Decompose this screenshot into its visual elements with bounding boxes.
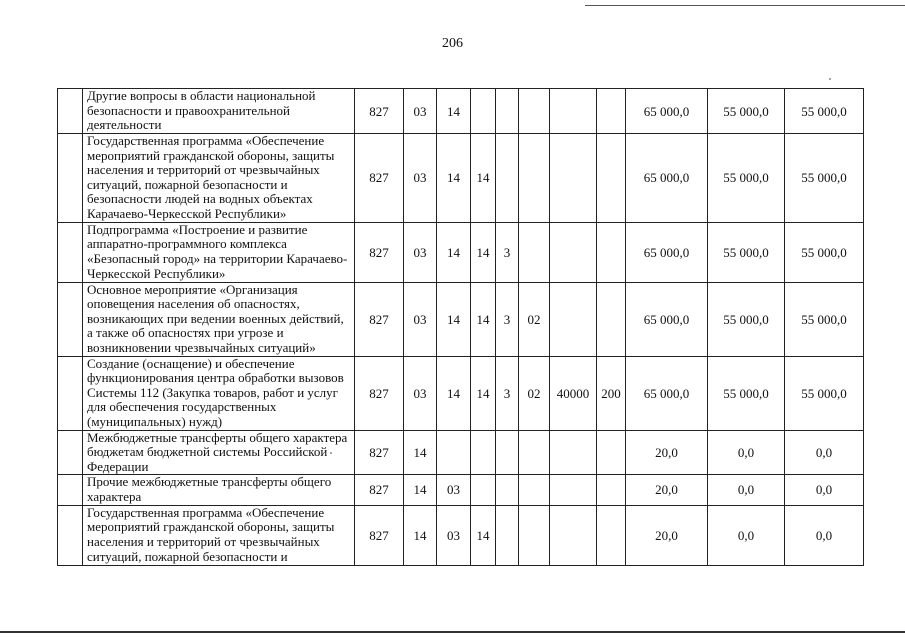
- description-cell: Основное мероприятие «Организация оповещения населения об опасностях, возникающих при ведении военных действий, а также об опасностях при угрозе и возникновении чрезвычайных ситуаций»: [83, 282, 355, 356]
- amount-1: 65 000,0: [626, 356, 708, 430]
- direction-code: [550, 475, 597, 505]
- description-cell: Межбюджетные трансферты общего характера бюджетам бюджетной системы Российской Федерации: [83, 430, 355, 475]
- subsection-code: 14: [437, 222, 471, 282]
- ministry-code: 827: [355, 356, 404, 430]
- description-cell: Другие вопросы в области национальной безопасности и правоохранительной деятельности: [83, 89, 355, 134]
- amount-3: 55 000,0: [785, 356, 864, 430]
- program-code: [471, 89, 496, 134]
- amount-2: 0,0: [708, 505, 785, 565]
- section-code: 14: [404, 430, 437, 475]
- row-number-cell: [58, 89, 83, 134]
- main-event-code: [519, 505, 550, 565]
- ministry-code: 827: [355, 282, 404, 356]
- section-code: 03: [404, 222, 437, 282]
- direction-code: [550, 282, 597, 356]
- section-code: 03: [404, 134, 437, 223]
- amount-2: 55 000,0: [708, 356, 785, 430]
- amount-3: 55 000,0: [785, 89, 864, 134]
- subsection-code: 14: [437, 134, 471, 223]
- table-body: [58, 89, 864, 566]
- subprogram-code: [496, 505, 519, 565]
- row-number-cell: [58, 475, 83, 505]
- row-number-cell: [58, 222, 83, 282]
- subprogram-code: 3: [496, 222, 519, 282]
- expense-type-code: [597, 222, 626, 282]
- ministry-code: 827: [355, 134, 404, 223]
- table-row: [58, 505, 864, 565]
- amount-3: 0,0: [785, 430, 864, 475]
- direction-code: [550, 134, 597, 223]
- scan-edge-bottom: [0, 631, 905, 633]
- ministry-code: 827: [355, 430, 404, 475]
- subprogram-code: [496, 134, 519, 223]
- main-event-code: [519, 222, 550, 282]
- program-code: 14: [471, 356, 496, 430]
- ministry-code: 827: [355, 89, 404, 134]
- subprogram-code: 3: [496, 356, 519, 430]
- description-cell: Прочие межбюджетные трансферты общего характера: [83, 475, 355, 505]
- amount-1: 20,0: [626, 505, 708, 565]
- amount-2: 0,0: [708, 430, 785, 475]
- amount-2: 0,0: [708, 475, 785, 505]
- row-number-cell: [58, 356, 83, 430]
- scan-edge-top: [585, 5, 905, 6]
- row-number-cell: [58, 505, 83, 565]
- direction-code: [550, 505, 597, 565]
- amount-2: 55 000,0: [708, 134, 785, 223]
- amount-1: 20,0: [626, 475, 708, 505]
- amount-1: 65 000,0: [626, 89, 708, 134]
- ministry-code: 827: [355, 222, 404, 282]
- subprogram-code: [496, 475, 519, 505]
- subsection-code: [437, 430, 471, 475]
- subprogram-code: 3: [496, 282, 519, 356]
- subsection-code: 14: [437, 89, 471, 134]
- expense-type-code: 200: [597, 356, 626, 430]
- section-code: 03: [404, 282, 437, 356]
- amount-3: 55 000,0: [785, 282, 864, 356]
- budget-table: [57, 88, 864, 566]
- expense-type-code: [597, 134, 626, 223]
- program-code: 14: [471, 282, 496, 356]
- ministry-code: 827: [355, 475, 404, 505]
- amount-1: 65 000,0: [626, 282, 708, 356]
- program-code: 14: [471, 134, 496, 223]
- row-number-cell: [58, 134, 83, 223]
- amount-1: 65 000,0: [626, 134, 708, 223]
- main-event-code: [519, 475, 550, 505]
- row-number-cell: [58, 430, 83, 475]
- subsection-code: 14: [437, 356, 471, 430]
- amount-1: 20,0: [626, 430, 708, 475]
- program-code: 14: [471, 505, 496, 565]
- amount-3: 55 000,0: [785, 222, 864, 282]
- table-row: [58, 475, 864, 505]
- expense-type-code: [597, 89, 626, 134]
- subprogram-code: [496, 89, 519, 134]
- main-event-code: [519, 134, 550, 223]
- main-event-code: [519, 430, 550, 475]
- amount-3: 55 000,0: [785, 134, 864, 223]
- table-row: [58, 89, 864, 134]
- section-code: 14: [404, 475, 437, 505]
- expense-type-code: [597, 475, 626, 505]
- table-row: [58, 222, 864, 282]
- amount-2: 55 000,0: [708, 222, 785, 282]
- program-code: [471, 430, 496, 475]
- amount-1: 65 000,0: [626, 222, 708, 282]
- section-code: 14: [404, 505, 437, 565]
- expense-type-code: [597, 505, 626, 565]
- page-number: 206: [442, 36, 463, 51]
- main-event-code: [519, 89, 550, 134]
- row-number-cell: [58, 282, 83, 356]
- section-code: 03: [404, 89, 437, 134]
- subprogram-code: [496, 430, 519, 475]
- table-row: [58, 356, 864, 430]
- subsection-code: 14: [437, 282, 471, 356]
- program-code: 14: [471, 222, 496, 282]
- main-event-code: 02: [519, 356, 550, 430]
- amount-2: 55 000,0: [708, 282, 785, 356]
- amount-3: 0,0: [785, 505, 864, 565]
- description-cell: Государственная программа «Обеспечение мероприятий гражданской обороны, защиты населения и территорий от чрезвычайных ситуаций, пожарной безопасности и безопасности людей на водных объектах Карачаево-Черкесской Республики»: [83, 134, 355, 223]
- subsection-code: 03: [437, 505, 471, 565]
- scan-speck: [330, 452, 332, 454]
- subsection-code: 03: [437, 475, 471, 505]
- direction-code: 40000: [550, 356, 597, 430]
- expense-type-code: [597, 282, 626, 356]
- description-cell: Создание (оснащение) и обеспечение функционирования центра обработки вызовов Системы 112 (Закупка товаров, работ и услуг для обеспечения государственных (муниципальных) нужд): [83, 356, 355, 430]
- section-code: 03: [404, 356, 437, 430]
- amount-2: 55 000,0: [708, 89, 785, 134]
- main-event-code: 02: [519, 282, 550, 356]
- description-cell: Государственная программа «Обеспечение мероприятий гражданской обороны, защиты населения и территорий от чрезвычайных ситуаций, пожарной безопасности и: [83, 505, 355, 565]
- scan-speck: [829, 78, 831, 80]
- amount-3: 0,0: [785, 475, 864, 505]
- table-row: [58, 430, 864, 475]
- direction-code: [550, 89, 597, 134]
- table-row: [58, 282, 864, 356]
- expense-type-code: [597, 430, 626, 475]
- direction-code: [550, 222, 597, 282]
- description-cell: Подпрограмма «Построение и развитие аппаратно-программного комплекса «Безопасный город» на территории Карачаево-Черкесской Республики»: [83, 222, 355, 282]
- direction-code: [550, 430, 597, 475]
- table-row: [58, 134, 864, 223]
- program-code: [471, 475, 496, 505]
- ministry-code: 827: [355, 505, 404, 565]
